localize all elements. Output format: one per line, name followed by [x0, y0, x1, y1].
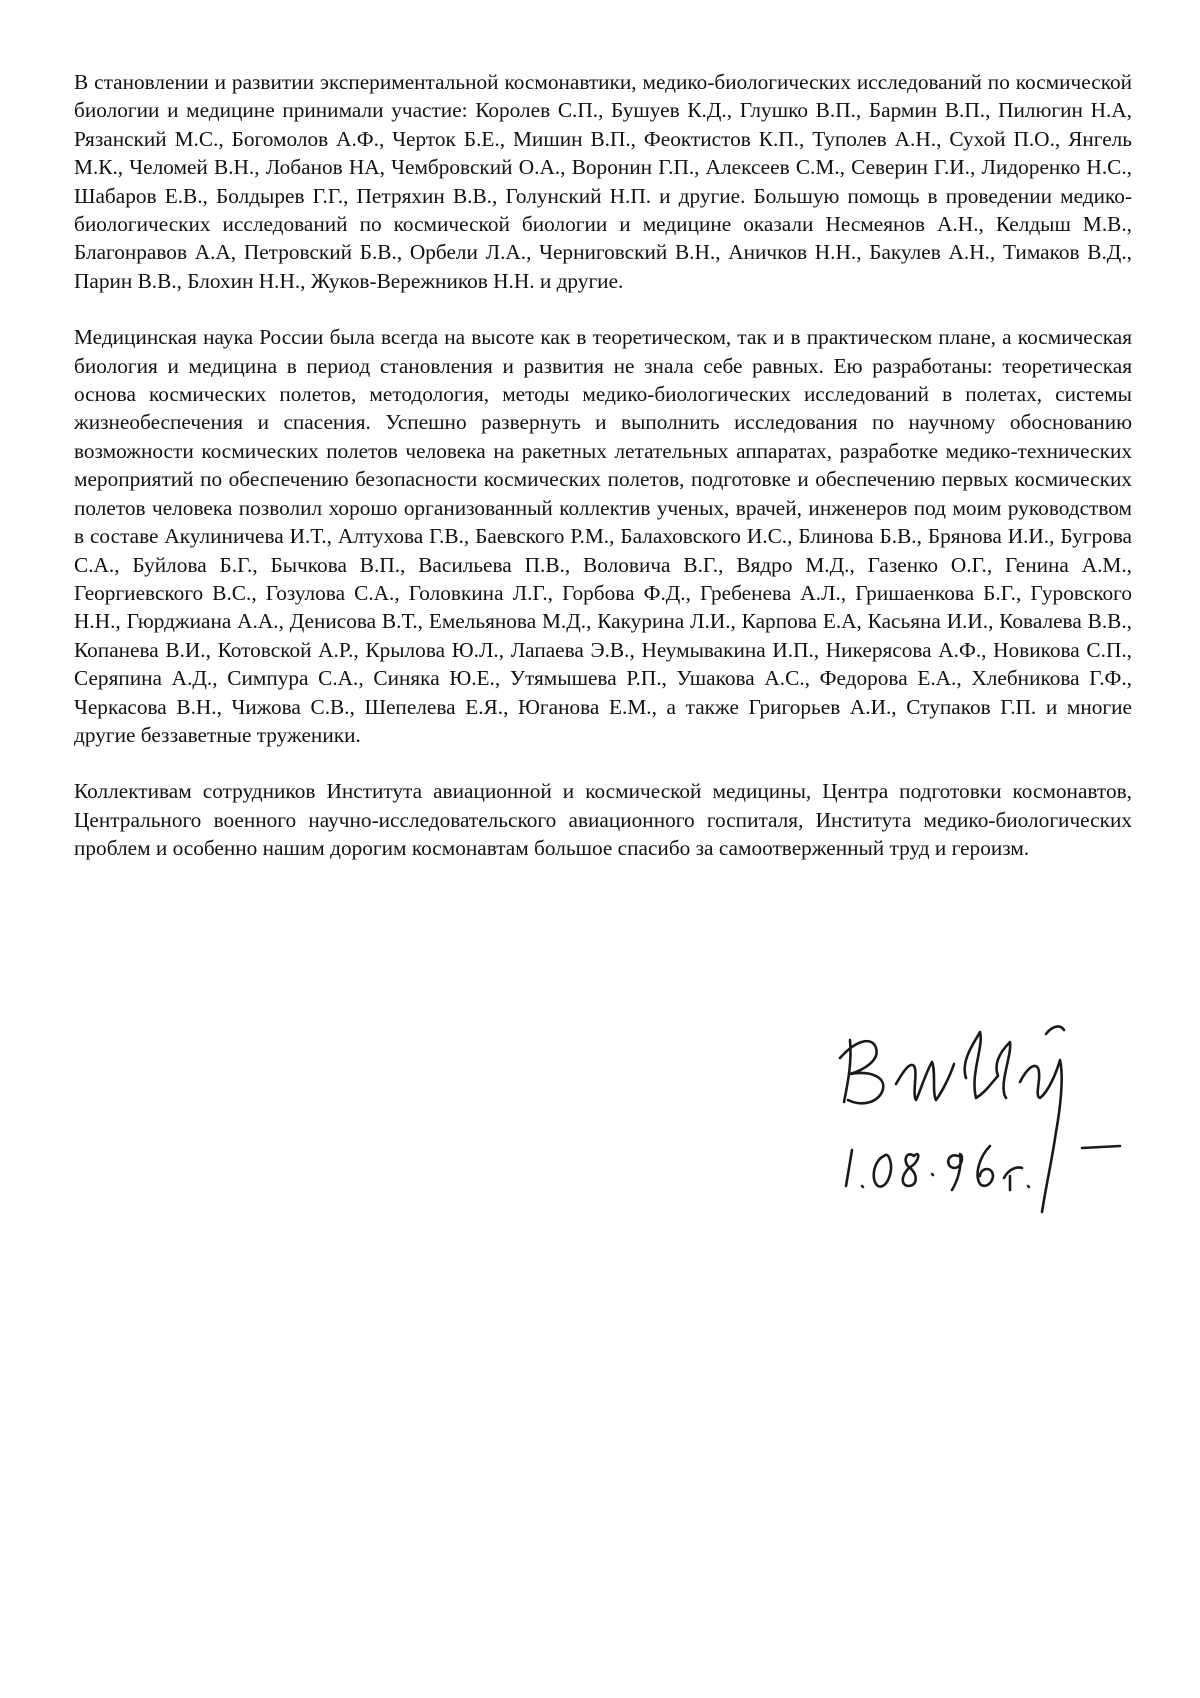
date-dot-3	[1028, 1186, 1029, 1187]
signature-stroke-5	[1046, 1027, 1064, 1034]
date-dot-2	[932, 1174, 933, 1175]
date-digit-6	[978, 1146, 993, 1186]
paragraph-medical-science: Медицинская наука России была всегда на высоте как в теоретическом, так и в практическом плане, а космическая биология и медицина в период становления и развития не знала себе равных. Ею разработаны: теоретическая основа космических полетов, методология, методы медико-биологических исследований в полетах, системы жизнеобеспечения и спасения. Успешно развернуть и выполнить исследования по научному обоснованию возможности космических полетов человека на ракетных летательных аппаратах, разработке медико-технических мероприятий по обеспечению безопасности космических полетов, подготовке и обеспечению первых космических полетов человека позволил хорошо организованный коллектив ученых, врачей, инженеров под моим руководством в составе Акулиничева И.Т., Алтухова Г.В., Баевского Р.М., Балаховского И.С., Блинова Б.В., Брянова И.И., Бугрова С.А., Буйлова Б.Г., Бычкова В.П., Васильева П.В., Воловича В.Г., Вядро М.Д., Газенко О.Г., Генина А.М., Георгиевского В.С., Гозулова С.А., Головкина Л.Г., Горбова Ф.Д., Гребенева А.Л., Гришаенкова Б.Г., Гуровского Н.Н., Гюрджиана А.А., Денисова В.Т., Емельянова М.Д., Какурина Л.И., Карпова Е.А, Касьяна И.И., Ковалева В.В., Копанева В.И., Котовской А.Р., Крылова Ю.Л., Лапаева Э.В., Неумывакина И.П., Никерясова А.Ф., Новикова С.П., Серяпина А.Д., Симпура С.А., Синяка Ю.Е., Утямышева Р.П., Ушакова А.С., Федорова Е.А., Хлебникова Г.Ф., Черкасова В.Н., Чижова С.В., Шепелева Е.Я., Юганова Е.М., а также Григорьев А.И., Ступаков Г.П. и многие другие беззаветные труженики.	[74, 325, 1132, 747]
date-dash	[1082, 1146, 1120, 1148]
signature-stroke-4	[1020, 1060, 1062, 1212]
paragraph-gratitude: Коллективам сотрудников Института авиационной и космической медицины, Центра подготовки космонавтов, Центрального военного научно-исследовательского авиационного госпиталя, Института медико-биологических проблем и особенно нашим дорогим космонавтам большое спасибо за самоотверженный труд и героизм.	[74, 779, 1132, 861]
signature-stroke-1	[840, 1040, 883, 1103]
paragraph-participants: В становлении и развитии экспериментальной космонавтики, медико-биологических исследований по космической биологии и медицине принимали участие: Королев С.П., Бушуев К.Д., Глушко В.П., Бармин В.П., Пилюгин Н.А, Рязанский М.С., Богомолов А.Ф., Черток Б.Е., Мишин В.П., Феоктистов К.П., Туполев А.Н., Сухой П.О., Янгель М.К., Челомей В.Н., Лобанов НА, Чембровский О.А., Воронин Г.П., Алексеев С.М., Северин Г.И., Лидоренко Н.С., Шабаров Е.В., Болдырев Г.Г., Петряхин В.В., Голунский Н.П. и другие. Большую помощь в проведении медико-биологических исследований по космической биологии и медицине оказали Несмеянов А.Н., Келдыш М.В., Благонравов А.А, Петровский Б.В., Орбели Л.А., Черниговский В.Н., Аничков Н.Н., Бакулев А.Н., Тимаков В.Д., Парин В.В., Блохин Н.Н., Жуков-Вережников Н.Н. и другие.	[74, 70, 1132, 293]
signature-stroke-3	[965, 1032, 1011, 1098]
date-digit-9	[948, 1154, 962, 1190]
date-dot-1	[862, 1186, 863, 1187]
document-body	[74, 68, 1132, 891]
handwritten-signature	[820, 1000, 1140, 1230]
date-digit-0	[874, 1155, 891, 1187]
date-digit-8	[903, 1154, 919, 1186]
signature-stroke-2	[896, 1062, 954, 1100]
date-letter-g	[1004, 1167, 1022, 1190]
signature-drawing	[820, 1000, 1140, 1230]
date-digit-1	[846, 1150, 852, 1186]
